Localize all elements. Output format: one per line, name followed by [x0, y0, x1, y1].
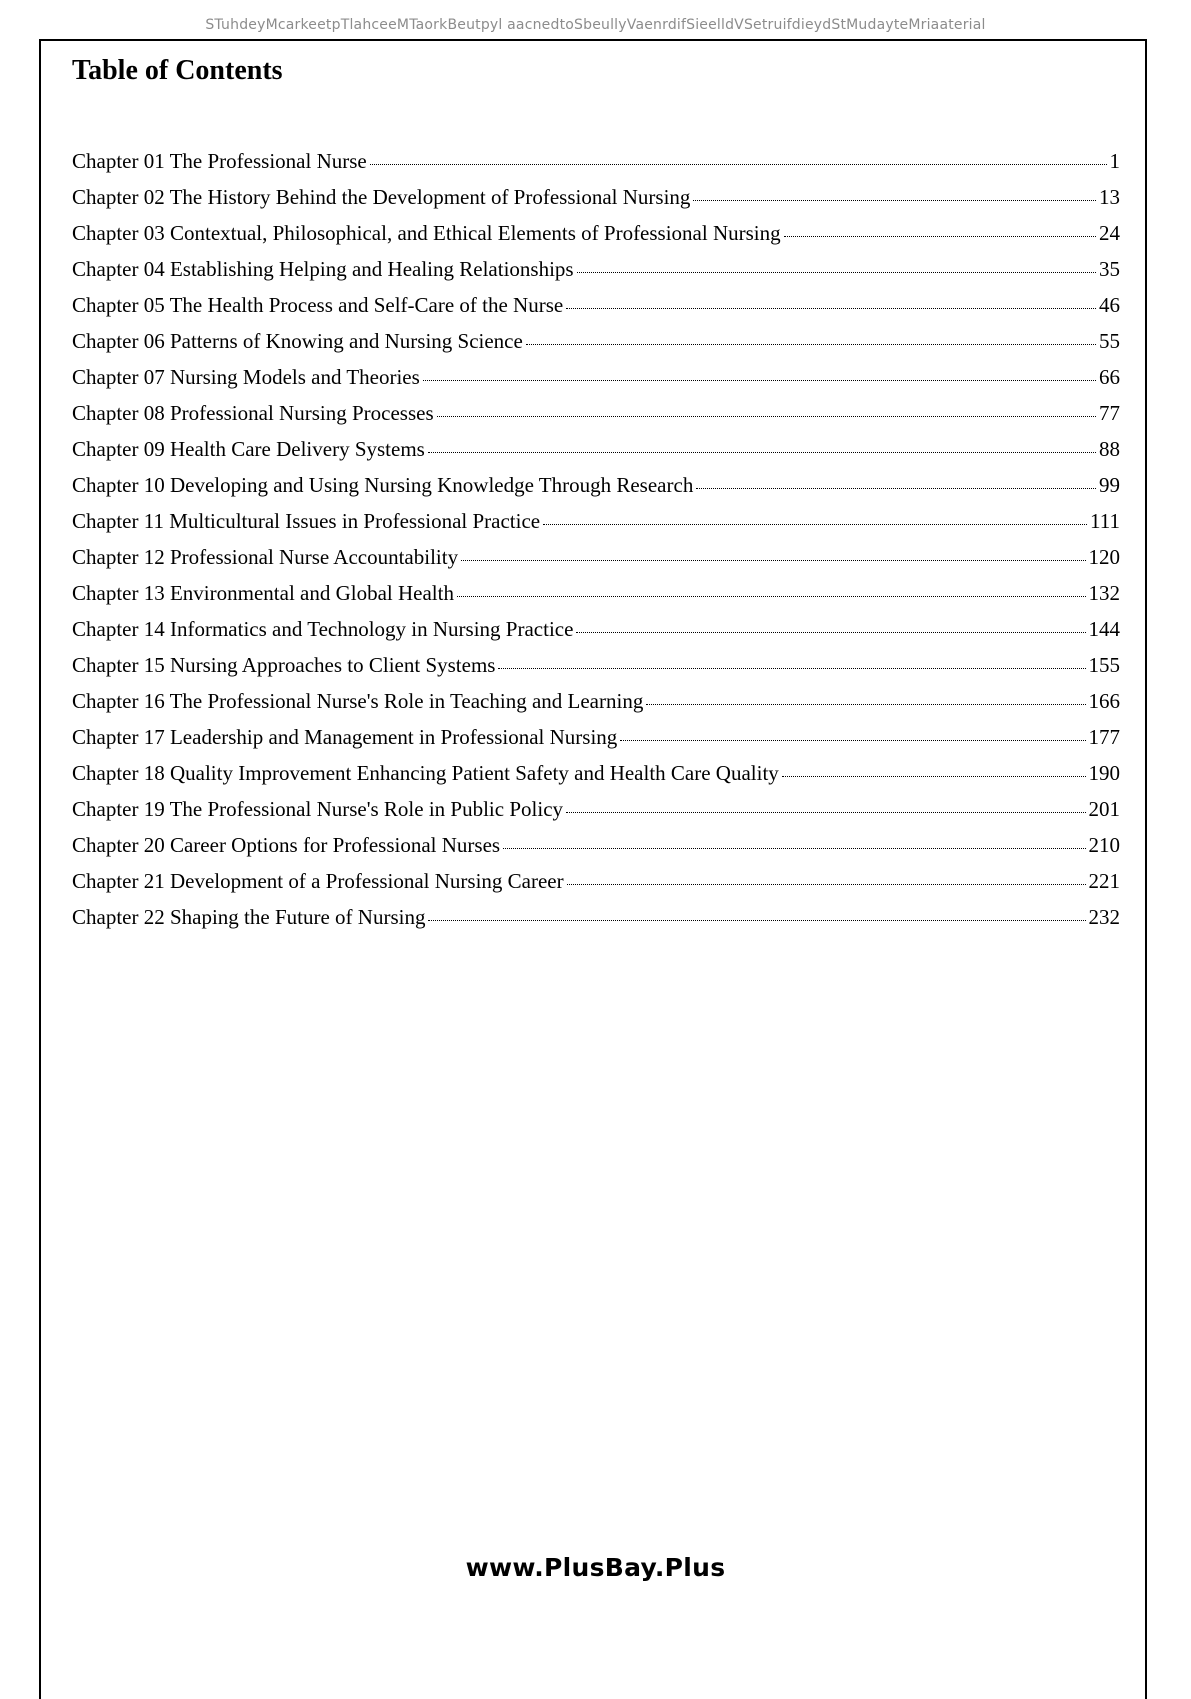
toc-entry-page: 144	[1088, 617, 1120, 641]
toc-entry-label: Chapter 01 The Professional Nurse	[72, 149, 367, 173]
toc-entry-chapter-11[interactable]	[72, 503, 1120, 539]
toc-entry-chapter-13[interactable]	[72, 575, 1120, 611]
toc-dot-leader	[428, 920, 1085, 921]
toc-dot-leader	[577, 272, 1096, 273]
toc-entry-page: 190	[1088, 761, 1120, 785]
toc-entry-page: 166	[1088, 689, 1120, 713]
toc-entry-page: 132	[1088, 581, 1120, 605]
toc-entry-label: Chapter 06 Patterns of Knowing and Nursing Science	[72, 329, 523, 353]
toc-entry-chapter-17[interactable]	[72, 719, 1120, 755]
toc-dot-leader	[566, 308, 1096, 309]
toc-entry-page: 177	[1088, 725, 1120, 749]
toc-dot-leader	[526, 344, 1096, 345]
toc-entry-label: Chapter 19 The Professional Nurse's Role in Public Policy	[72, 797, 564, 821]
toc-entry-chapter-21[interactable]	[72, 863, 1120, 899]
toc-entry-label: Chapter 18 Quality Improvement Enhancing Patient Safety and Health Care Quality	[72, 761, 779, 785]
toc-entry-page: 35	[1099, 257, 1120, 281]
toc-dot-leader	[696, 488, 1096, 489]
toc-list	[72, 143, 1120, 935]
toc-dot-leader	[620, 740, 1085, 741]
toc-dot-leader	[437, 416, 1096, 417]
toc-entry-chapter-15[interactable]	[72, 647, 1120, 683]
toc-entry-chapter-02[interactable]	[72, 179, 1120, 215]
toc-entry-page: 155	[1088, 653, 1120, 677]
toc-entry-page: 88	[1099, 437, 1120, 461]
toc-entry-chapter-06[interactable]	[72, 323, 1120, 359]
toc-entry-chapter-12[interactable]	[72, 539, 1120, 575]
toc-entry-chapter-16[interactable]	[72, 683, 1120, 719]
toc-entry-label: Chapter 12 Professional Nurse Accountability	[72, 545, 459, 569]
toc-entry-page: 99	[1099, 473, 1120, 497]
toc-entry-label: Chapter 15 Nursing Approaches to Client Systems	[72, 653, 496, 677]
toc-entry-chapter-01[interactable]	[72, 143, 1120, 179]
toc-entry-page: 221	[1088, 869, 1120, 893]
toc-dot-leader	[566, 812, 1085, 813]
toc-entry-chapter-20[interactable]	[72, 827, 1120, 863]
toc-dot-leader	[782, 776, 1086, 777]
toc-entry-chapter-08[interactable]	[72, 395, 1120, 431]
toc-entry-page: 120	[1088, 545, 1120, 569]
toc-entry-label: Chapter 22 Shaping the Future of Nursing	[72, 905, 426, 929]
toc-entry-chapter-03[interactable]	[72, 215, 1120, 251]
toc-dot-leader	[498, 668, 1085, 669]
toc-entry-page: 13	[1099, 185, 1120, 209]
toc-entry-label: Chapter 08 Professional Nursing Processes	[72, 401, 434, 425]
toc-dot-leader	[503, 848, 1085, 849]
toc-entry-label: Chapter 10 Developing and Using Nursing Knowledge Through Research	[72, 473, 694, 497]
toc-entry-chapter-19[interactable]	[72, 791, 1120, 827]
toc-dot-leader	[370, 164, 1107, 165]
toc-entry-page: 210	[1088, 833, 1120, 857]
footer-website: www.PlusBay.Plus	[465, 1553, 726, 1582]
toc-entry-label: Chapter 02 The History Behind the Development of Professional Nursing	[72, 185, 691, 209]
toc-entry-chapter-05[interactable]	[72, 287, 1120, 323]
toc-dot-leader	[423, 380, 1096, 381]
toc-entry-label: Chapter 11 Multicultural Issues in Professional Practice	[72, 509, 541, 533]
toc-entry-page: 1	[1109, 149, 1120, 173]
toc-title: Table of Contents	[72, 55, 283, 86]
toc-entry-page: 111	[1090, 509, 1120, 533]
toc-dot-leader	[457, 596, 1086, 597]
toc-entry-label: Chapter 05 The Health Process and Self-Care of the Nurse	[72, 293, 564, 317]
toc-entry-chapter-22[interactable]	[72, 899, 1120, 935]
toc-entry-label: Chapter 09 Health Care Delivery Systems	[72, 437, 425, 461]
toc-dot-leader	[693, 200, 1096, 201]
toc-entry-label: Chapter 17 Leadership and Management in Professional Nursing	[72, 725, 618, 749]
toc-entry-page: 77	[1099, 401, 1120, 425]
toc-entry-chapter-10[interactable]	[72, 467, 1120, 503]
toc-dot-leader	[567, 884, 1086, 885]
toc-entry-page: 66	[1099, 365, 1120, 389]
toc-entry-label: Chapter 14 Informatics and Technology in Nursing Practice	[72, 617, 574, 641]
toc-entry-page: 232	[1088, 905, 1120, 929]
toc-entry-label: Chapter 04 Establishing Helping and Healing Relationships	[72, 257, 574, 281]
toc-entry-label: Chapter 03 Contextual, Philosophical, and Ethical Elements of Professional Nursing	[72, 221, 781, 245]
header-watermark: STuhdeyMcarkeetpTlahceeMTaorkBeutpyl aacnedtoSbeullyVaenrdifSieelldVSetruifdieydStMudayteMriaaterial	[205, 17, 986, 33]
toc-dot-leader	[461, 560, 1085, 561]
toc-dot-leader	[428, 452, 1096, 453]
toc-entry-label: Chapter 07 Nursing Models and Theories	[72, 365, 420, 389]
toc-entry-page: 201	[1088, 797, 1120, 821]
toc-entry-chapter-14[interactable]	[72, 611, 1120, 647]
toc-entry-chapter-04[interactable]	[72, 251, 1120, 287]
toc-entry-chapter-07[interactable]	[72, 359, 1120, 395]
toc-entry-chapter-09[interactable]	[72, 431, 1120, 467]
toc-dot-leader	[784, 236, 1096, 237]
toc-entry-page: 46	[1099, 293, 1120, 317]
toc-entry-label: Chapter 21 Development of a Professional Nursing Career	[72, 869, 564, 893]
toc-entry-page: 55	[1099, 329, 1120, 353]
toc-entry-label: Chapter 16 The Professional Nurse's Role in Teaching and Learning	[72, 689, 644, 713]
toc-dot-leader	[543, 524, 1087, 525]
toc-dot-leader	[576, 632, 1085, 633]
toc-entry-label: Chapter 13 Environmental and Global Health	[72, 581, 454, 605]
toc-entry-chapter-18[interactable]	[72, 755, 1120, 791]
toc-entry-page: 24	[1099, 221, 1120, 245]
toc-entry-label: Chapter 20 Career Options for Professional Nurses	[72, 833, 501, 857]
toc-dot-leader	[646, 704, 1085, 705]
